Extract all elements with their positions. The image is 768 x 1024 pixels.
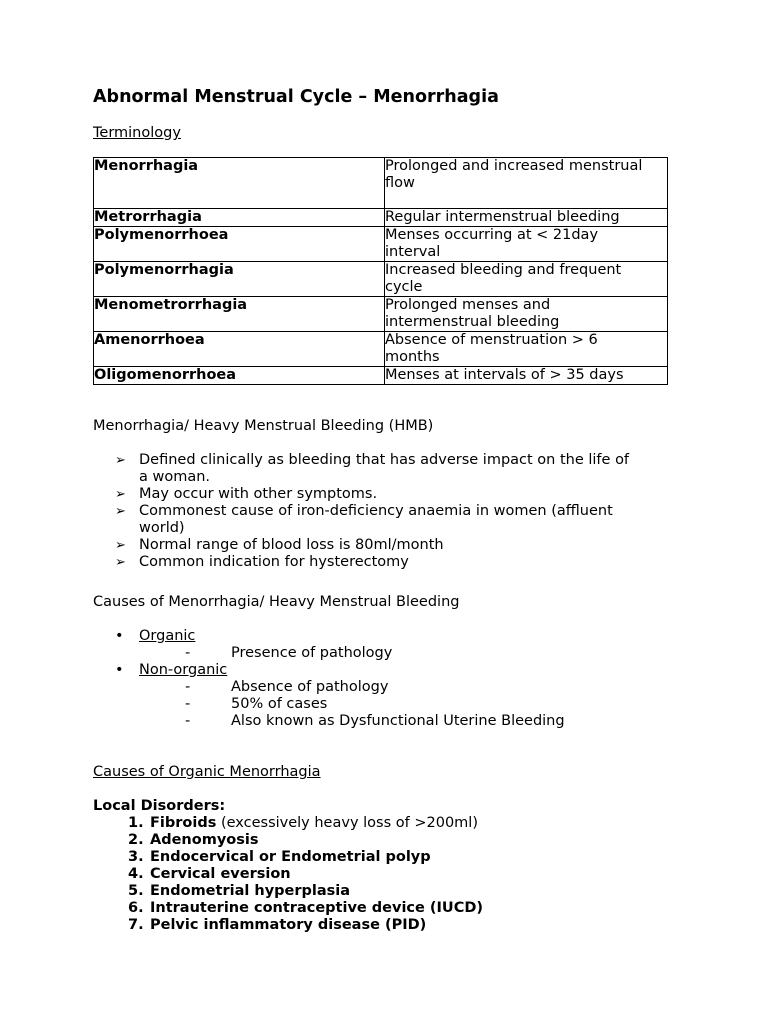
definition-cell: Regular intermenstrual bleeding xyxy=(385,209,668,227)
list-item: 1. Fibroids (excessively heavy loss of >200ml) xyxy=(128,815,478,831)
list-item: - Presence of pathology xyxy=(185,645,393,661)
list-item: 7. Pelvic inflammatory disease (PID) xyxy=(128,917,427,933)
terminology-table xyxy=(93,157,668,385)
definition-cell: Menses occurring at < 21day interval xyxy=(385,227,668,262)
list-item: ➢ May occur with other symptoms. xyxy=(115,486,378,502)
term-cell: Polymenorrhagia xyxy=(94,262,385,297)
organic-classification xyxy=(115,628,615,730)
definition-cell: Absence of menstruation > 6 months xyxy=(385,332,668,367)
table-row xyxy=(94,227,668,262)
definition-cell: Increased bleeding and frequent cycle xyxy=(385,262,668,297)
definition-cell: Prolonged and increased menstrual flow xyxy=(385,158,668,209)
causes-heading: Causes of Menorrhagia/ Heavy Menstrual Bleeding xyxy=(93,594,460,610)
bullet-icon: • xyxy=(115,628,124,644)
bullet-icon: • xyxy=(115,662,124,678)
list-item: 4. Cervical eversion xyxy=(128,866,291,882)
list-item: - 50% of cases xyxy=(185,696,328,712)
list-item: ➢ Commonest cause of iron-deficiency anaemia in women (affluent world) xyxy=(115,503,613,536)
term-cell: Menorrhagia xyxy=(94,158,385,209)
document-title: Abnormal Menstrual Cycle – Menorrhagia xyxy=(93,87,499,107)
arrow-bullet-icon: ➢ xyxy=(115,453,126,468)
table-row xyxy=(94,297,668,332)
definition-cell: Prolonged menses and intermenstrual bleeding xyxy=(385,297,668,332)
table-row xyxy=(94,209,668,227)
arrow-bullet-icon: ➢ xyxy=(115,504,126,519)
list-item: - Absence of pathology xyxy=(185,679,389,695)
term-cell: Polymenorrhoea xyxy=(94,227,385,262)
term-cell: Amenorrhoea xyxy=(94,332,385,367)
term-cell: Metrorrhagia xyxy=(94,209,385,227)
list-item: ➢ Normal range of blood loss is 80ml/month xyxy=(115,537,444,553)
hmb-heading: Menorrhagia/ Heavy Menstrual Bleeding (HMB) xyxy=(93,418,434,434)
table-row xyxy=(94,158,668,209)
list-item: 6. Intrauterine contraceptive device (IUCD) xyxy=(128,900,484,916)
table-row xyxy=(94,367,668,385)
table-row xyxy=(94,332,668,367)
arrow-bullet-icon: ➢ xyxy=(115,555,126,570)
term-cell: Menometrorrhagia xyxy=(94,297,385,332)
table-row xyxy=(94,262,668,297)
list-item: ➢ Common indication for hysterectomy xyxy=(115,554,409,570)
local-disorders-heading: Local Disorders: xyxy=(93,798,226,814)
list-item: ➢ Defined clinically as bleeding that has adverse impact on the life of a woman. xyxy=(115,452,630,485)
list-item: 3. Endocervical or Endometrial polyp xyxy=(128,849,431,865)
definition-cell: Menses at intervals of > 35 days xyxy=(385,367,668,385)
term-cell: Oligomenorrhoea xyxy=(94,367,385,385)
non-organic-heading: • Non-organic xyxy=(115,662,228,678)
terminology-heading: Terminology xyxy=(93,125,181,141)
organic-causes-heading: Causes of Organic Menorrhagia xyxy=(93,764,321,780)
list-item: - Also known as Dysfunctional Uterine Bleeding xyxy=(185,713,565,729)
local-disorders-list xyxy=(128,815,483,934)
list-item: 5. Endometrial hyperplasia xyxy=(128,883,351,899)
arrow-bullet-icon: ➢ xyxy=(115,538,126,553)
list-item: 2. Adenomyosis xyxy=(128,832,259,848)
hmb-list xyxy=(115,452,675,571)
arrow-bullet-icon: ➢ xyxy=(115,487,126,502)
organic-heading: • Organic xyxy=(115,628,196,644)
